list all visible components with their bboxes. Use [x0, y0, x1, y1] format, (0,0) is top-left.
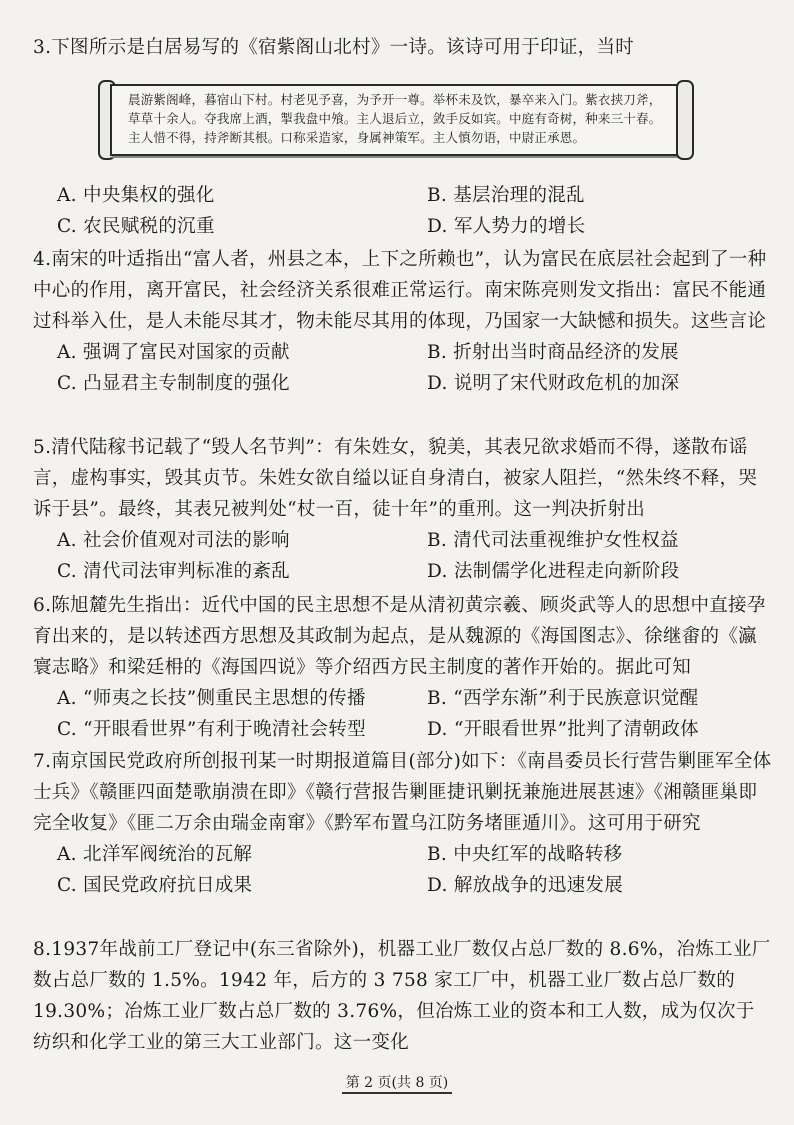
question-7 [33, 746, 773, 901]
option-b[interactable]: B. 中央红军的战略转移 [427, 844, 623, 865]
poem-scroll [96, 80, 696, 158]
option-d[interactable]: D. 法制儒学化进程走向新阶段 [427, 561, 680, 582]
option-d[interactable]: D. “开眼看世界”批判了清朝政体 [427, 719, 699, 740]
option-a[interactable]: A. “师夷之长技”侧重民主思想的传播 [57, 688, 366, 709]
option-c[interactable]: C. 清代司法审判标准的紊乱 [57, 561, 290, 582]
question-6 [33, 590, 773, 745]
option-c[interactable]: C. 国民党政府抗日成果 [57, 875, 253, 896]
poem-text: 晨游紫阁峰，暮宿山下村。村老见予喜，为予开一尊。举杯未及饮，暴卒来入门。紫衣挟刀斧，草草十余人。夺我席上酒，掣我盘中飧。主人退后立，敛手反如宾。中庭有奇树，种来三十春。主人惜不得，持斧断其根。口称采造家，身属神策军。主人慎勿语，中尉正承恩。 [128, 92, 662, 145]
option-a[interactable]: A. 社会价值观对司法的影响 [57, 530, 290, 551]
question-stem: 3.下图所示是白居易写的《宿紫阁山北村》一诗。该诗可用于印证，当时 [33, 37, 635, 58]
question-stem: 4.南宋的叶适指出“富人者，州县之本，上下之所赖也”，认为富民在底层社会起到了一种中心的作用，离开富民，社会经济关系很难正常运行。南宋陈亮则发文指出：富民不能通过科举入仕，是人未能尽其才，物未能尽其用的体现，乃国家一大缺憾和损失。这些言论 [33, 249, 767, 332]
option-c[interactable]: C. “开眼看世界”有利于晚清社会转型 [57, 719, 366, 740]
option-c[interactable]: C. 凸显君主专制制度的强化 [57, 373, 290, 394]
option-b[interactable]: B. 基层治理的混乱 [427, 185, 585, 206]
option-c[interactable]: C. 农民赋税的沉重 [57, 216, 215, 237]
option-a[interactable]: A. 北洋军阀统治的瓦解 [57, 844, 253, 865]
scroll-body [110, 84, 684, 156]
question-5 [33, 432, 773, 587]
option-b[interactable]: B. 清代司法重视维护女性权益 [427, 530, 679, 551]
scroll-roll-right [676, 80, 694, 160]
question-stem: 6.陈旭麓先生指出：近代中国的民主思想不是从清初黄宗羲、顾炎武等人的思想中直接孕育出来的，是以转述西方思想及其政制为起点，是从魏源的《海国图志》、徐继畬的《瀛寰志略》和梁廷枏的《海国四说》等介绍西方民主制度的著作开始的。据此可知 [33, 595, 766, 678]
page-number: 第 2 页(共 8 页) [342, 1075, 453, 1094]
question-stem: 8.1937年战前工厂登记中(东三省除外)，机器工业厂数仅占总厂数的 8.6%，冶炼工业厂数占总厂数的 1.5%。1942 年，后方的 3 758 家工厂中，机器工业厂数占总厂数的 19.30%；冶炼工业厂数占总厂数的 3.76%，但冶炼工业的资本和工人数，成为仅次于纺织和化学工业的第三大工业部门。这一变化 [33, 939, 771, 1053]
question-8 [33, 934, 773, 1058]
question-4 [33, 244, 773, 399]
option-a[interactable]: A. 强调了富民对国家的贡献 [57, 342, 290, 363]
option-d[interactable]: D. 说明了宋代财政危机的加深 [427, 373, 680, 394]
question-stem: 5.清代陆稼书记载了“毁人名节判”：有朱姓女，貌美，其表兄欲求婚而不得，遂散布谣言，虚构事实，毁其贞节。朱姓女欲自缢以证自身清白，被家人阻拦，“然朱终不释，哭诉于县”。最终，其表兄被判处“杖一百，徒十年”的重刑。这一判决折射出 [33, 437, 758, 520]
question-3 [33, 32, 773, 63]
question-3-options [33, 180, 773, 242]
option-b[interactable]: B. “西学东渐”利于民族意识觉醒 [427, 688, 699, 709]
option-d[interactable]: D. 解放战争的迅速发展 [427, 875, 624, 896]
option-d[interactable]: D. 军人势力的增长 [427, 216, 586, 237]
page-footer [0, 1072, 794, 1092]
question-stem: 7.南京国民党政府所创报刊某一时期报道篇目(部分)如下：《南昌委员长行营告剿匪军全体士兵》《赣匪四面楚歌崩溃在即》《赣行营报告剿匪捷讯剿抚兼施进展甚速》《湘赣匪巢即完全收复》《匪二万余由瑞金南窜》《黔军布置乌江防务堵匪遁川》。这可用于研究 [33, 751, 772, 834]
option-a[interactable]: A. 中央集权的强化 [57, 185, 215, 206]
option-b[interactable]: B. 折射出当时商品经济的发展 [427, 342, 679, 363]
